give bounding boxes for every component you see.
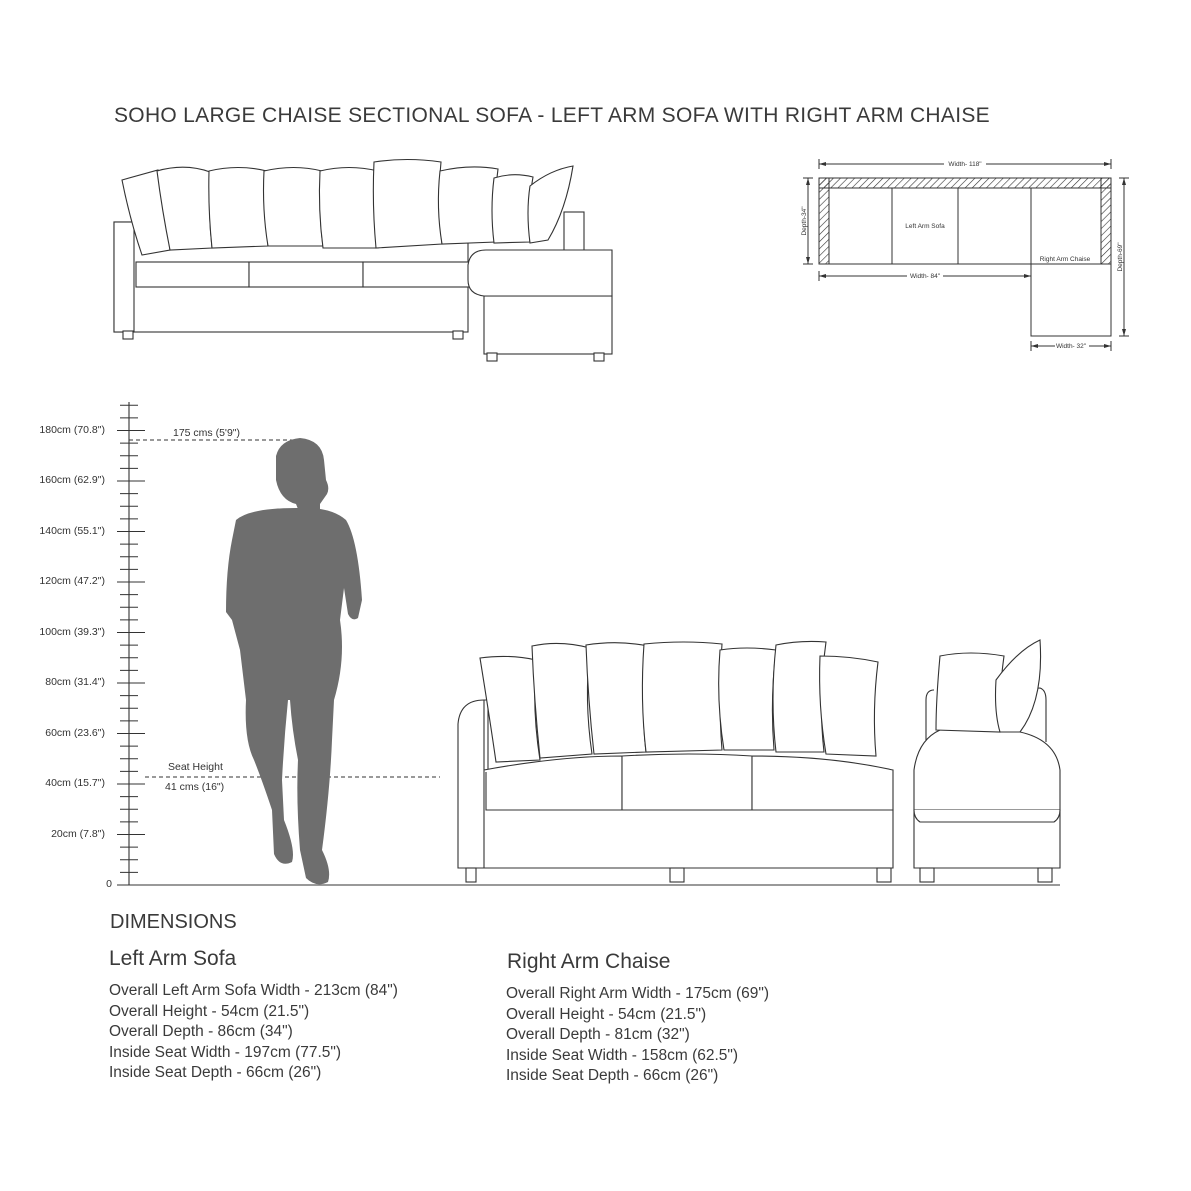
sofa-seat-cushion bbox=[484, 756, 622, 810]
scale-tick-label: 180cm (70.8") bbox=[39, 423, 105, 436]
seat-height-title: Seat Height bbox=[168, 761, 223, 773]
sofa-width-label: Width- 84" bbox=[909, 273, 941, 280]
scale-tick-label: 120cm (47.2") bbox=[39, 575, 105, 587]
sofa-back-cushion bbox=[773, 641, 826, 752]
sofa-back-cushion bbox=[820, 656, 878, 756]
person-height-label: 175 cms (5'9") bbox=[173, 427, 241, 439]
sofa-back-cushion bbox=[586, 643, 648, 754]
spec-line: Inside Seat Depth - 66cm (26") bbox=[506, 1067, 719, 1084]
sofa-depth-label: Depth-34" bbox=[801, 206, 808, 236]
right-arm-chaise-specs bbox=[506, 984, 769, 1087]
left-arm-sofa-heading: Left Arm Sofa bbox=[109, 947, 237, 970]
scale-tick-label: 140cm (55.1") bbox=[39, 524, 105, 537]
sofa-seat-cushion bbox=[752, 756, 893, 810]
spec-line: Inside Seat Width - 197cm (77.5") bbox=[109, 1043, 342, 1061]
scale-tick-label: 20cm (7.8") bbox=[51, 827, 105, 840]
sofa-foot bbox=[466, 868, 476, 882]
chaise-foot bbox=[1038, 868, 1052, 882]
left-arm-sofa-plan-label: Left Arm Sofa bbox=[905, 223, 945, 230]
spec-line: Overall Left Arm Sofa Width - 213cm (84") bbox=[109, 982, 398, 999]
spec-line: Overall Right Arm Width - 175cm (69") bbox=[506, 985, 770, 1002]
chaise-foot bbox=[920, 868, 934, 882]
spec-line: Overall Height - 54cm (21.5") bbox=[109, 1002, 310, 1020]
sofa-back-cushion bbox=[719, 648, 776, 750]
sofa-back-cushion bbox=[642, 642, 722, 752]
person-silhouette bbox=[226, 438, 362, 884]
sofa-foot bbox=[877, 868, 891, 882]
sofa-foot bbox=[670, 868, 684, 882]
chaise-back-cushion bbox=[936, 653, 1004, 732]
right-arm-chaise-heading: Right Arm Chaise bbox=[507, 950, 671, 973]
right-arm-chaise-plan-label: Right Arm Chaise bbox=[1039, 256, 1091, 263]
left-arm-sofa-elevation bbox=[458, 641, 893, 882]
sofa-back-cushion bbox=[532, 643, 592, 758]
spec-line: Inside Seat Width - 158cm (62.5") bbox=[506, 1046, 739, 1064]
sofa-seat-cushion bbox=[622, 754, 752, 810]
spec-line: Inside Seat Depth - 66cm (26") bbox=[109, 1064, 322, 1081]
right-arm-chaise-elevation bbox=[914, 640, 1060, 882]
scale-tick-label: 0 bbox=[106, 878, 112, 890]
dimensions-heading: DIMENSIONS bbox=[110, 911, 237, 933]
scale-tick-label: 100cm (39.3") bbox=[39, 625, 105, 638]
page-title: SOHO LARGE CHAISE SECTIONAL SOFA - LEFT ARM SOFA WITH RIGHT ARM CHAISE bbox=[114, 104, 990, 127]
left-arm-sofa-specs bbox=[109, 981, 398, 1084]
spec-line: Overall Height - 54cm (21.5") bbox=[506, 1005, 707, 1023]
scale-tick-label: 60cm (23.6") bbox=[45, 726, 105, 739]
chaise-width-label: Width- 32" bbox=[1055, 343, 1087, 350]
chaise-seat bbox=[914, 727, 1060, 810]
scale-tick-label: 160cm (62.9") bbox=[39, 474, 105, 486]
overall-width-label: Width- 118" bbox=[948, 161, 982, 168]
spec-line: Overall Depth - 86cm (34") bbox=[109, 1023, 293, 1040]
chaise-depth-label: Depth-69" bbox=[1117, 242, 1124, 272]
seat-height-value: 41 cms (16") bbox=[165, 781, 225, 793]
scale-tick-label: 80cm (31.4") bbox=[45, 676, 105, 688]
sofa-back-cushion bbox=[480, 656, 540, 762]
spec-line: Overall Depth - 81cm (32") bbox=[506, 1026, 690, 1043]
scale-tick-label: 40cm (15.7") bbox=[45, 777, 105, 789]
